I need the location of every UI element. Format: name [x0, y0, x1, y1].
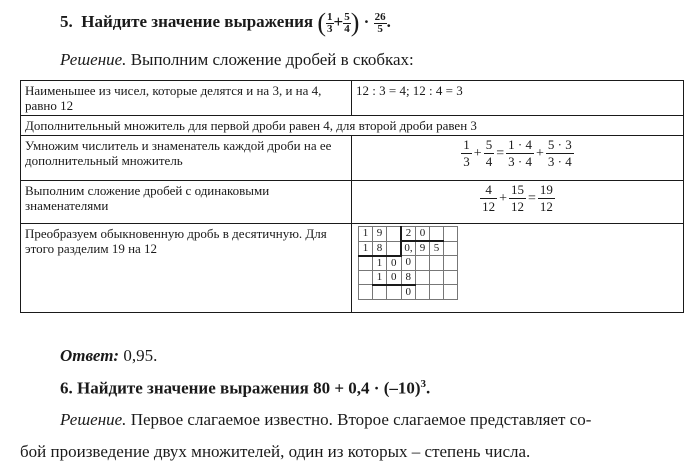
row3-math: $\frac{1}{3}$ + $\frac{5}{4}$ = $\frac{1 \cdot 4}{3 \cdot 4}$ + $\frac{5 \cdot 3}{3 \cdot 4}$ [352, 136, 684, 181]
row1-left: Наименьшее из чисел, которые делятся и на 3, и на 4, равно 12 [21, 81, 352, 116]
task6-heading: 6. Найдите значение выражения $80 + 0,4 \cdot (-10)^3$. [60, 378, 431, 398]
solution5-line [60, 50, 414, 70]
answer5-label: Ответ: [60, 346, 120, 365]
solution5-label: Решение. [60, 50, 127, 69]
table-row [21, 136, 684, 181]
task5-number: 5. [60, 11, 73, 31]
row5-left: Преобразуем обыкновенную дробь в десятичную. Для этого разделим 19 на 12 [21, 224, 352, 313]
row5-division [352, 224, 684, 313]
task5-fraction-1: $\frac{1}{3}$ [327, 10, 333, 35]
solution5-text: Выполним сложение дробей в скобках: [130, 50, 414, 69]
task5-text: Найдите значение выражения [81, 11, 314, 31]
table-row [21, 116, 684, 136]
row4-math: $\frac{4}{12}$ + $\frac{15}{12}$ = $\frac{19}{12}$ [352, 181, 684, 224]
task6-text: 6. Найдите значение выражения 80 + 0,4 · (–10) [60, 378, 421, 398]
row1-right: 12 : 3 = 4; 12 : 4 = 3 [352, 81, 684, 116]
task5-fraction-2: $\frac{5}{4}$ [344, 10, 350, 35]
solution6-line1 [60, 410, 591, 430]
solution6-line2: бой произведение двух множителей, один из которых – степень числа. [20, 442, 531, 461]
long-division-grid: 1 9 2 0 1 8 0, 9 5 1 0 0 1 0 8 0 [358, 226, 458, 300]
answer5-value: 0,95. [123, 346, 158, 365]
row3-left: Умножим числитель и знаменатель каждой дроби на ее дополнительный множитель [21, 136, 352, 181]
row4-left: Выполним сложение дробей с одинаковыми знаменателями [21, 181, 352, 224]
row2-cell: Дополнительный множитель для первой дроби равен 4, для второй дроби равен 3 [21, 116, 684, 136]
task5-heading: 5. Найдите значение выражения ( $\frac{1}{3}$ + $\frac{5}{4}$ ) · $\frac{26}{5}$ . [60, 8, 391, 37]
solution-table [20, 80, 684, 313]
solution6-text1: Первое слагаемое известно. Второе слагаемое представляет со- [130, 410, 592, 429]
table-row [21, 224, 684, 313]
task5-fraction-3: $\frac{26}{5}$ [374, 10, 386, 35]
task6-exponent: 3 [420, 378, 427, 390]
answer5-line [60, 346, 157, 366]
table-row [21, 181, 684, 224]
solution6-label: Решение. [60, 410, 127, 429]
table-row [21, 81, 684, 116]
